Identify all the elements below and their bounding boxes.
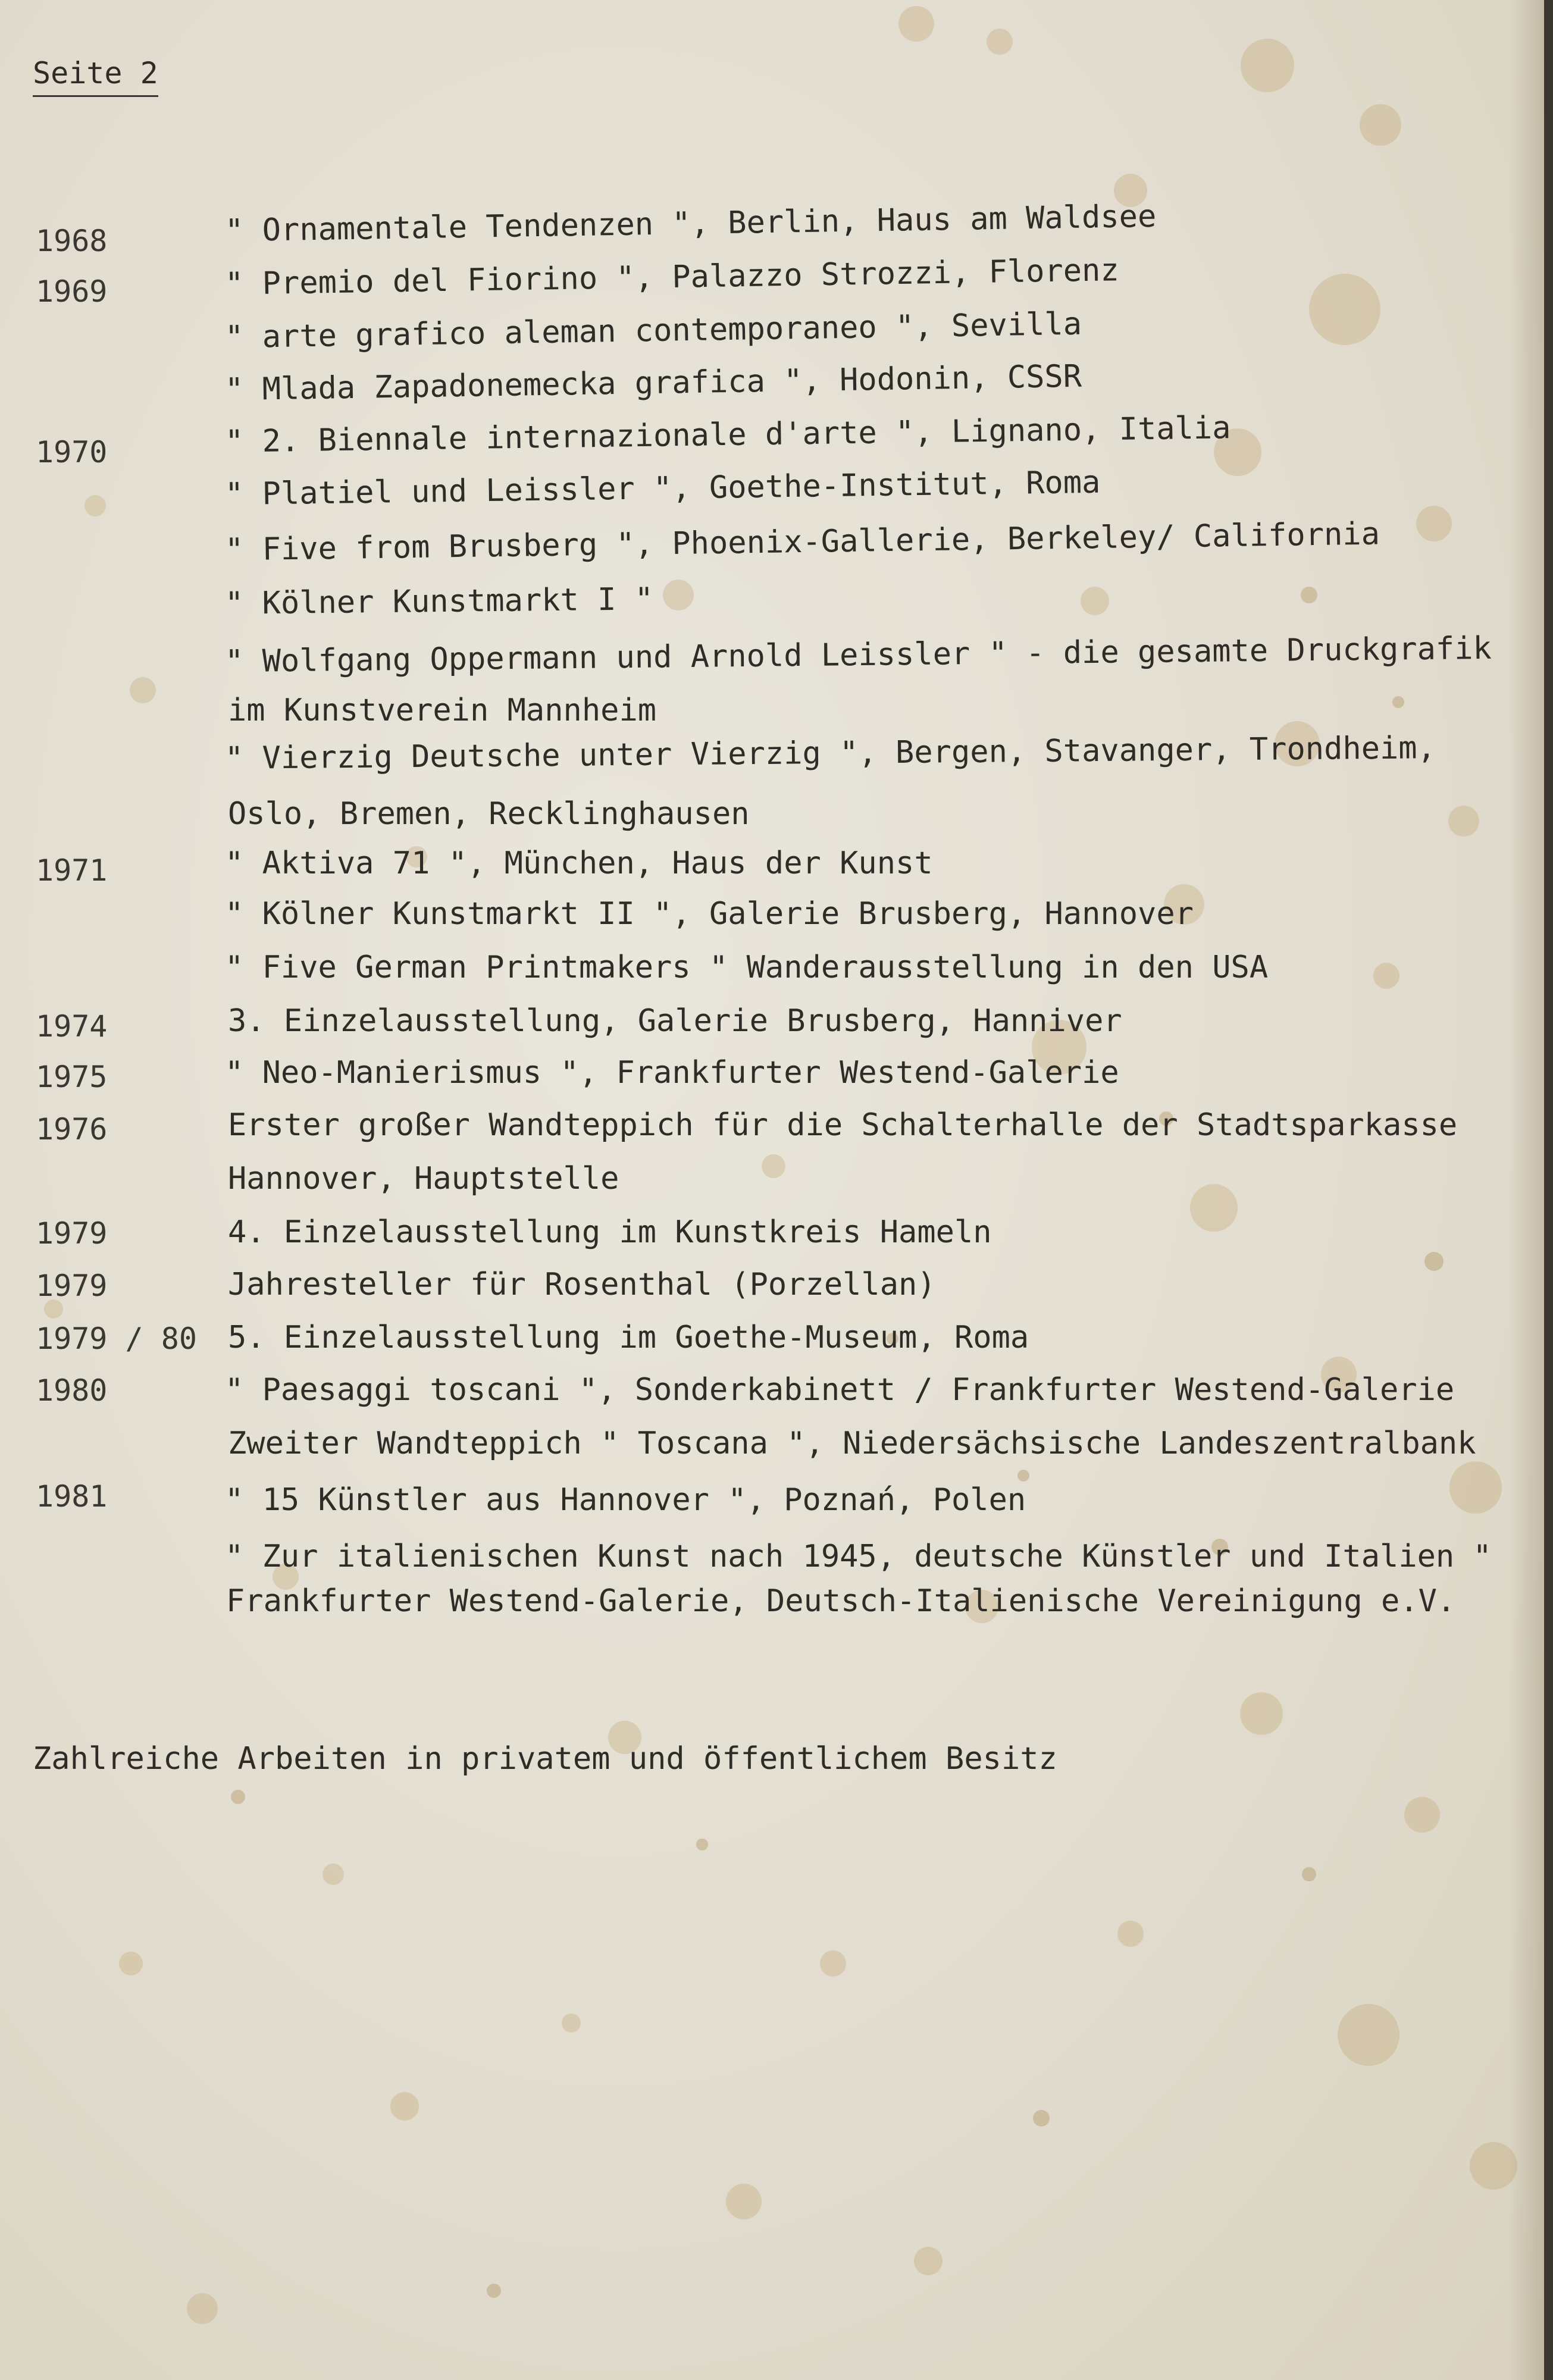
entry-text: " Kölner Kunstmarkt II ", Galerie Brusberg, Hannover	[225, 896, 1194, 932]
entry-text: Frankfurter Westend-Galerie, Deutsch-Italienische Vereinigung e.V.	[226, 1583, 1456, 1619]
entry-text: " Premio del Fiorino ", Palazzo Strozzi, Florenz	[224, 252, 1120, 302]
entry-text: " Ornamentale Tendenzen ", Berlin, Haus am Waldsee	[224, 198, 1157, 249]
entry-text: 3. Einzelausstellung, Galerie Brusberg, Hanniver	[228, 1003, 1122, 1039]
entry-year: 1976	[36, 1112, 108, 1147]
entry-year: 1979	[36, 1216, 108, 1251]
entry-text: Erster großer Wandteppich für die Schalterhalle der Stadtsparkasse	[228, 1107, 1458, 1143]
entry-year: 1969	[36, 274, 108, 309]
entry-text: " 2. Biennale internazionale d'arte ", Lignano, Italia	[224, 410, 1231, 460]
entry-year: 1971	[36, 853, 108, 888]
entry-text: " Paesaggi toscani ", Sonderkabinett / Frankfurter Westend-Galerie	[225, 1372, 1455, 1408]
entry-year: 1980	[36, 1373, 108, 1408]
entry-text: " Vierzig Deutsche unter Vierzig ", Bergen, Stavanger, Trondheim,	[224, 730, 1436, 776]
entry-year: 1968	[36, 224, 108, 258]
entry-year: 1979	[36, 1269, 108, 1303]
footer-note: Zahlreiche Arbeiten in privatem und öffentlichem Besitz	[33, 1741, 1057, 1777]
entry-text: " Mlada Zapadonemecka grafica ", Hodonin, CSSR	[224, 358, 1082, 408]
entry-text: " 15 Künstler aus Hannover ", Poznań, Polen	[225, 1482, 1026, 1518]
entry-year: 1974	[36, 1009, 108, 1044]
entry-text: " Platiel und Leissler ", Goethe-Institut, Roma	[224, 464, 1101, 513]
entry-text: " Neo-Manierismus ", Frankfurter Westend-Galerie	[225, 1055, 1119, 1091]
entry-text: " Kölner Kunstmarkt I "	[224, 581, 654, 622]
entry-text: " arte grafico aleman contemporaneo ", Sevilla	[224, 306, 1082, 356]
entry-text: 5. Einzelausstellung im Goethe-Museum, Roma	[228, 1320, 1029, 1355]
entry-text: 4. Einzelausstellung im Kunstkreis Hameln	[228, 1214, 992, 1250]
entry-text: " Five from Brusberg ", Phoenix-Gallerie, Berkeley/ California	[224, 516, 1380, 568]
entry-text: " Zur italienischen Kunst nach 1945, deutsche Künstler und Italien "	[225, 1539, 1492, 1574]
entry-text: Hannover, Hauptstelle	[228, 1161, 619, 1197]
entry-text: Zweiter Wandteppich " Toscana ", Niedersächsische Landeszentralbank	[228, 1426, 1476, 1461]
entry-year: 1970	[36, 435, 108, 469]
entry-text: Oslo, Bremen, Recklinghausen	[228, 796, 750, 832]
entry-year: 1979 / 80	[36, 1321, 197, 1356]
paper-edge-shadow	[1508, 0, 1544, 2380]
entry-year: 1975	[36, 1060, 108, 1094]
page-label: Seite 2	[33, 58, 158, 97]
entry-text: im Kunstverein Mannheim	[228, 693, 657, 728]
entry-text: " Five German Printmakers " Wanderausstellung in den USA	[225, 950, 1269, 985]
entry-text: " Aktiva 71 ", München, Haus der Kunst	[225, 845, 933, 881]
entry-text: " Wolfgang Oppermann und Arnold Leissler " - die gesamte Druckgrafik	[224, 630, 1492, 680]
entry-text: Jahresteller für Rosenthal (Porzellan)	[228, 1267, 936, 1302]
entry-year: 1981	[36, 1479, 108, 1514]
